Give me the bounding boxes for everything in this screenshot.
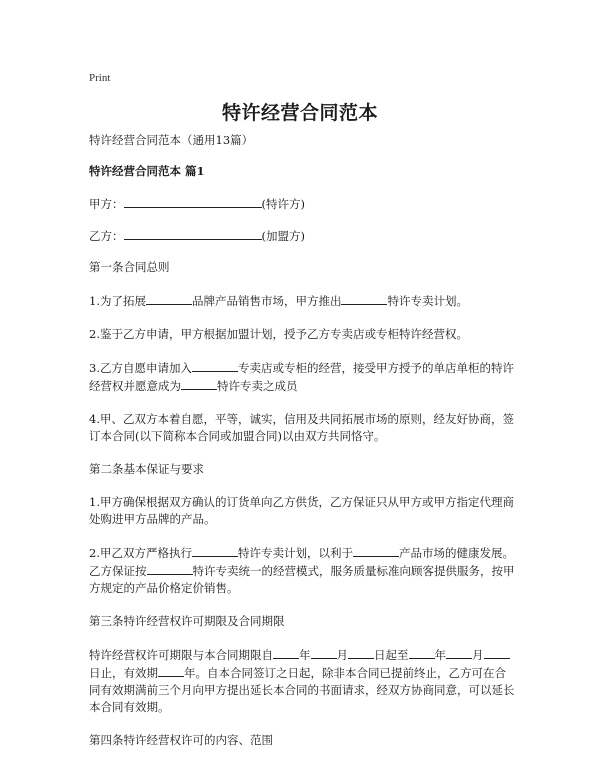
section-heading: 特许经营合同范本 篇1 <box>89 164 205 178</box>
article-2-clause-2 <box>89 544 515 597</box>
clause-text: 特许专卖计划。 <box>387 294 468 308</box>
fill-blank <box>353 544 399 557</box>
fill-blank <box>181 377 217 390</box>
article-2-title: 第二条基本保证与要求 <box>89 462 204 476</box>
article-1-clause-3 <box>89 359 515 395</box>
fill-blank <box>192 544 238 557</box>
article-3-clause <box>89 646 515 716</box>
party-b-suffix: (加盟方) <box>261 229 305 243</box>
clause-text: 特许专卖计划，以利于 <box>237 546 353 560</box>
fill-blank <box>446 646 472 659</box>
fill-blank <box>146 292 192 305</box>
article-4-title: 第四条特许经营权许可的内容、范围 <box>89 733 273 747</box>
fill-blank <box>348 646 374 659</box>
fill-blank <box>409 646 435 659</box>
fill-blank <box>158 664 184 677</box>
clause-text: 1.为了拓展 <box>89 294 146 308</box>
clause-text: 日止，有效期 <box>89 666 158 680</box>
fill-blank <box>192 359 238 372</box>
clause-text: 特许经营权许可期限与本合同期限自 <box>89 648 273 662</box>
article-2-clause-1: 1.甲方确保根据双方确认的订货单向乙方供货，乙方保证只从甲方或甲方指定代理商处购进甲方品牌的产品。 <box>89 495 514 526</box>
fill-blank <box>273 646 299 659</box>
article-3-title: 第三条特许经营权许可期限及合同期限 <box>89 614 285 628</box>
party-a-suffix: (特许方) <box>261 197 305 211</box>
clause-text: 年。自本合同签订之日起，除非本合同已提前终止，乙方可在合同有效期满前三个月向甲方提出延长本合同的书面请求，经双方协商同意，可以延长本合同有效期。 <box>89 666 515 714</box>
clause-text: 特许专卖统一的经营模式，服务质量标准向顾客提供服务，按甲方规定的产品价格定价销售。 <box>89 564 515 595</box>
clause-text: 品牌产品销售市场，甲方推出 <box>191 294 342 308</box>
clause-text: 2.甲乙双方严格执行 <box>89 546 192 560</box>
document-subtitle: 特许经营合同范本（通用13篇） <box>89 133 254 147</box>
article-1-clause-1 <box>89 292 515 310</box>
party-a-blank <box>124 195 262 208</box>
clause-text: 日起至 <box>374 648 409 662</box>
article-1-clause-4: 4.甲、乙双方本着自愿，平等，诚实，信用及共同拓展市场的原则，经友好协商，签订本合同(以下简称本合同或加盟合同)以由双方共同恪守。 <box>89 412 514 443</box>
document-title: 特许经营合同范本 <box>221 102 378 124</box>
print-label[interactable]: Print <box>89 72 111 84</box>
fill-blank <box>311 646 337 659</box>
clause-text: 月 <box>336 648 348 662</box>
party-b-line <box>89 227 515 245</box>
party-b-label: 乙方： <box>89 229 124 243</box>
clause-text: 产品市场的健康发展。乙方保证按 <box>89 546 514 578</box>
party-b-blank <box>124 227 262 240</box>
document-body <box>89 132 515 765</box>
fill-blank <box>341 292 387 305</box>
clause-text: 特许专卖之成员 <box>217 379 298 393</box>
clause-text: 月 <box>472 648 484 662</box>
article-1-clause-2: 2.鉴于乙方申请，甲方根据加盟计划，授予乙方专卖店或专柜特许经营权。 <box>89 327 468 341</box>
fill-blank <box>147 562 193 575</box>
article-1-title: 第一条合同总则 <box>89 260 170 274</box>
clause-text: 年 <box>434 648 446 662</box>
clause-text: 年 <box>299 648 311 662</box>
fill-blank <box>484 646 510 659</box>
clause-text: 专卖店或专柜的经营，接受甲方授予的单店单柜的特许经营权并愿意成为 <box>89 361 514 393</box>
clause-text: 3.乙方自愿申请加入 <box>89 361 192 375</box>
party-a-label: 甲方： <box>89 197 124 211</box>
party-a-line <box>89 195 515 213</box>
